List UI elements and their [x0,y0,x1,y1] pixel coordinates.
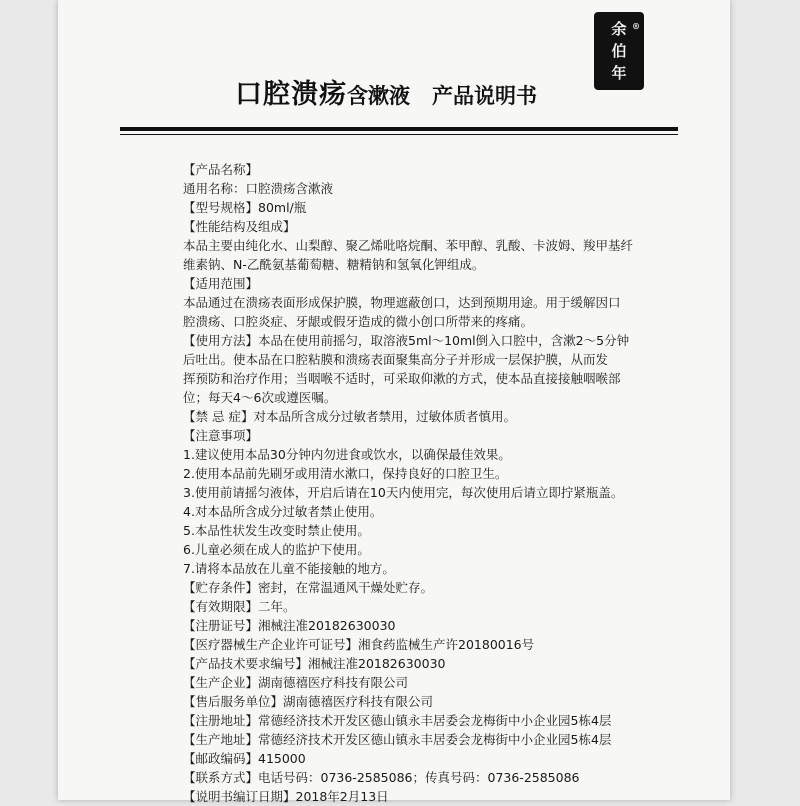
logo-char-1: 余 [611,20,627,38]
text-line: 挥预防和治疗作用；当咽喉不适时，可采取仰漱的方式，使本品直接接触咽喉部 [183,371,621,386]
text-line: 【注册地址】常德经济技术开发区德山镇永丰居委会龙梅街中小企业园5栋4层 [183,713,612,728]
text-line: 【产品名称】 [183,162,259,177]
text-line: 3.使用前请摇匀液体，开启后请在10天内使用完，每次使用后请立即拧紧瓶盖。 [183,485,624,500]
title-main: 口腔溃疡 [235,79,347,110]
text-line: 【邮政编码】415000 [183,751,306,766]
text-line: 【禁 忌 症】对本品所含成分过敏者禁用，过敏体质者慎用。 [183,409,516,424]
title-rule-thick [120,127,678,131]
text-line: 【型号规格】80ml/瓶 [183,200,307,215]
text-line: 【使用方法】本品在使用前摇匀，取溶液5ml～10ml倒入口腔中，含漱2～5分钟 [183,333,630,348]
text-line: 维素钠、N-乙酰氨基葡萄糖、糖精钠和氢氧化钾组成。 [183,257,485,272]
text-line: 【生产企业】湖南德禧医疗科技有限公司 [183,675,409,690]
text-line: 后吐出。使本品在口腔粘膜和溃疡表面聚集高分子并形成一层保护膜，从而发 [183,352,609,367]
logo-char-3: 年 [611,64,627,82]
brand-logo [594,12,644,90]
text-line: 位；每天4～6次或遵医嘱。 [183,390,337,405]
text-line: 【适用范围】 [183,276,259,291]
text-line: 1.建议使用本品30分钟内勿进食或饮水，以确保最佳效果。 [183,447,511,462]
title-subtitle: 产品说明书 [432,84,537,108]
text-line: 【医疗器械生产企业许可证号】湘食药监械生产许20180016号 [183,637,535,652]
text-line: 【售后服务单位】湖南德禧医疗科技有限公司 [183,694,434,709]
text-line: 【说明书编订日期】2018年2月13日 [183,789,389,804]
text-line: 2.使用本品前先刷牙或用清水漱口，保持良好的口腔卫生。 [183,466,508,481]
text-line: 【联系方式】电话号码：0736-2585086；传真号码：0736-2585086 [183,770,580,785]
text-line: 【有效期限】二年。 [183,599,296,614]
text-line: 【注册证号】湘械注准20182630030 [183,618,396,633]
text-line: 【注意事项】 [183,428,259,443]
text-line: 本品通过在溃疡表面形成保护膜，物理遮蔽创口，达到预期用途。用于缓解因口 [183,295,621,310]
text-line: 5.本品性状发生改变时禁止使用。 [183,523,370,538]
title-rule-thin [120,134,678,135]
text-line: 【贮存条件】密封，在常温通风干燥处贮存。 [183,580,434,595]
text-line: 通用名称：口腔溃疡含漱液 [183,181,334,196]
text-line: 腔溃疡、口腔炎症、牙龈或假牙造成的微小创口所带来的疼痛。 [183,314,534,329]
logo-char-2: 伯 [611,42,627,60]
instructions-body [183,160,703,806]
text-line: 【性能结构及组成】 [183,219,296,234]
title-suffix: 含漱液 [347,84,410,108]
text-line: 【产品技术要求编号】湘械注准20182630030 [183,656,446,671]
text-line: 【生产地址】常德经济技术开发区德山镇永丰居委会龙梅街中小企业园5栋4层 [183,732,612,747]
text-line: 7.请将本品放在儿童不能接触的地方。 [183,561,395,576]
text-line: 本品主要由纯化水、山梨醇、聚乙烯吡咯烷酮、苯甲醇、乳酸、卡波姆、羧甲基纤 [183,238,634,253]
text-line: 4.对本品所含成分过敏者禁止使用。 [183,504,383,519]
registered-mark: ® [632,21,640,31]
document-title [235,72,537,111]
text-line: 6.儿童必须在成人的监护下使用。 [183,542,370,557]
